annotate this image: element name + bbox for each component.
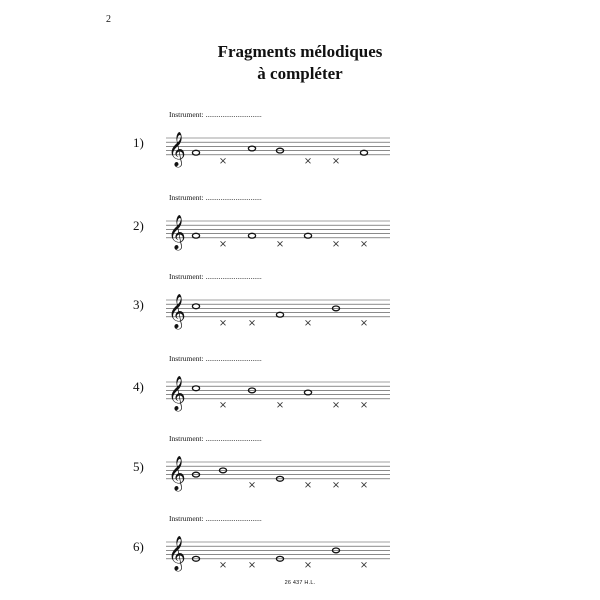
exercise-number: 6) [133,539,144,554]
whole-note-icon [192,386,199,391]
exercise-5 [0,434,600,494]
exercise-1 [0,110,600,170]
treble-clef-icon: 𝄞 [168,293,186,329]
music-staff [166,122,396,170]
exercise-4 [0,354,600,414]
exercise-number: 2) [133,218,144,233]
treble-clef-icon: 𝄞 [168,375,186,411]
music-staff [166,526,396,574]
blank-note-marker-icon [221,158,226,163]
music-staff [166,446,396,494]
blank-note-marker-icon [306,482,311,487]
instrument-label: Instrument: .............................. [169,434,262,443]
treble-clef-icon: 𝄞 [168,131,186,167]
exercise-number: 1) [133,135,144,150]
blank-note-marker-icon [306,320,311,325]
blank-note-marker-icon [362,402,367,407]
music-staff [166,205,396,253]
whole-note-icon [248,146,255,151]
blank-note-marker-icon [334,402,339,407]
instrument-label: Instrument: .............................. [169,272,262,281]
whole-note-icon [192,304,199,309]
exercise-6 [0,514,600,574]
exercise-number: 3) [133,297,144,312]
blank-note-marker-icon [362,241,367,246]
page-title-line-1: Fragments mélodiques [217,42,383,61]
blank-note-marker-icon [334,158,339,163]
exercise-number: 4) [133,379,144,394]
treble-clef-icon: 𝄞 [168,535,186,571]
instrument-label: Instrument: .............................. [169,193,262,202]
blank-note-marker-icon [221,320,226,325]
instrument-label: Instrument: .............................. [169,514,262,523]
whole-note-icon [192,150,199,155]
page-title-line-2: à compléter [257,64,343,83]
blank-note-marker-icon [278,241,283,246]
blank-note-marker-icon [250,562,255,567]
blank-note-marker-icon [362,482,367,487]
blank-note-marker-icon [306,158,311,163]
music-staff [166,284,396,332]
blank-note-marker-icon [250,320,255,325]
whole-note-icon [248,233,255,238]
whole-note-icon [304,233,311,238]
exercise-3 [0,272,600,332]
whole-note-icon [276,312,283,317]
page-footer: 26 437 H.L. [284,580,316,586]
instrument-label: Instrument: .............................. [169,354,262,363]
blank-note-marker-icon [250,482,255,487]
music-staff [166,366,396,414]
page-number: 2 [106,14,111,25]
blank-note-marker-icon [278,402,283,407]
blank-note-marker-icon [221,402,226,407]
blank-note-marker-icon [221,562,226,567]
blank-note-marker-icon [221,241,226,246]
blank-note-marker-icon [362,562,367,567]
whole-note-icon [360,150,367,155]
blank-note-marker-icon [306,562,311,567]
whole-note-icon [192,233,199,238]
blank-note-marker-icon [362,320,367,325]
exercise-number: 5) [133,459,144,474]
treble-clef-icon: 𝄞 [168,214,186,250]
exercise-2 [0,193,600,253]
blank-note-marker-icon [334,241,339,246]
treble-clef-icon: 𝄞 [168,455,186,491]
instrument-label: Instrument: .............................. [169,110,262,119]
whole-note-icon [304,390,311,395]
blank-note-marker-icon [334,482,339,487]
